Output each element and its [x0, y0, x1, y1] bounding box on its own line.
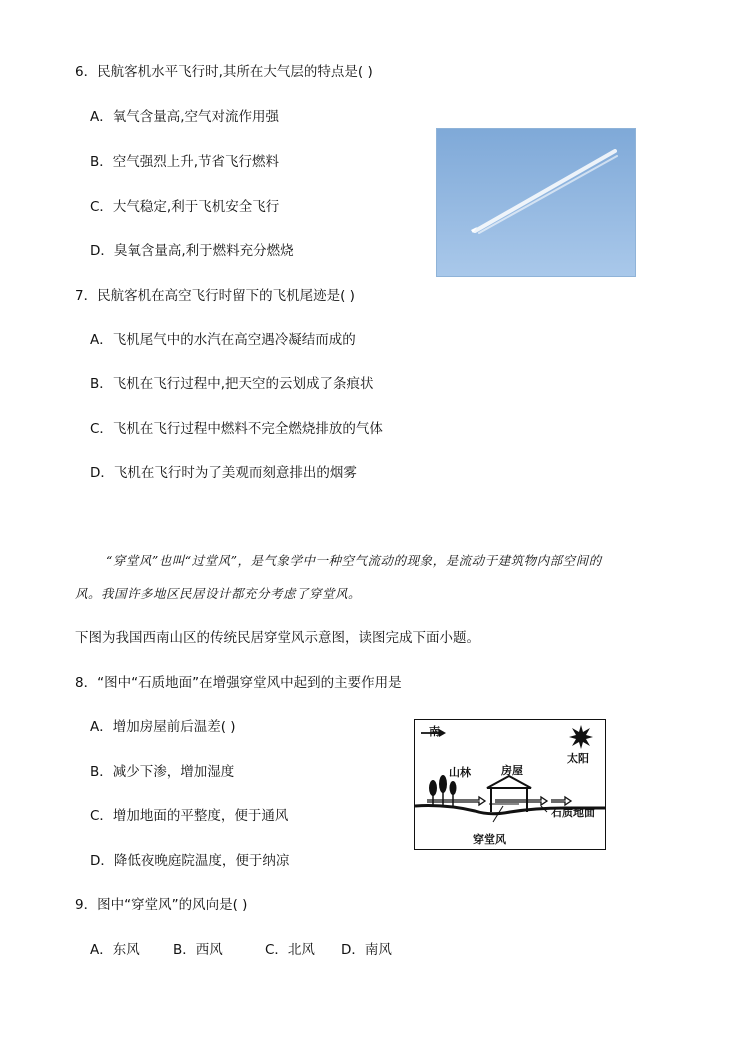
- q9-option-c: C．北风: [265, 942, 315, 958]
- q8-option-a: A．增加房屋前后温差( ): [90, 719, 236, 735]
- sun-icon: [569, 725, 593, 749]
- q9-option-d: D．南风: [341, 942, 392, 958]
- q7-option-a: A．飞机尾气中的水汽在高空遇冷凝结而成的: [90, 332, 356, 348]
- q7-option-b: B．飞机在飞行过程中,把天空的云划成了条痕状: [90, 376, 374, 392]
- q9-stem: 9．图中“穿堂风”的风向是( ): [75, 897, 248, 913]
- q6-stem: 6．民航客机水平飞行时,其所在大气层的特点是( ): [75, 64, 373, 80]
- passage-line-2: 风。我国许多地区民居设计都充分考虑了穿堂风。: [75, 586, 362, 601]
- q7-option-c: C．飞机在飞行过程中燃料不完全燃烧排放的气体: [90, 421, 383, 437]
- q6-option-d: D．臭氧含量高,利于燃料充分燃烧: [90, 243, 294, 259]
- contrail-photo: [436, 128, 636, 277]
- passage-intro: 下图为我国西南山区的传统民居穿堂风示意图，读图完成下面小题。: [75, 630, 480, 646]
- q8-stem: 8．“图中“石质地面”在增强穿堂风中起到的主要作用是: [75, 675, 402, 691]
- q6-option-c: C．大气稳定,利于飞机安全飞行: [90, 199, 280, 215]
- draft-wind-diagram: [414, 719, 606, 850]
- passage-line-1: “穿堂风”也叫“过堂风”，是气象学中一种空气流动的现象，是流动于建筑物内部空间的: [106, 553, 602, 568]
- q8-option-b: B．减少下渗，增加湿度: [90, 764, 235, 780]
- q7-stem: 7．民航客机在高空飞行时留下的飞机尾迹是( ): [75, 288, 355, 304]
- draft-wind-label: 穿堂风: [473, 833, 506, 846]
- q9-option-a: A．东风: [90, 942, 140, 958]
- q8-option-c: C．增加地面的平整度，便于通风: [90, 808, 289, 824]
- sun-label: 太阳: [567, 752, 589, 765]
- q7-option-d: D．飞机在飞行时为了美观而刻意排出的烟雾: [90, 465, 357, 481]
- wind-arrows-icon: [427, 797, 571, 805]
- q8-option-d: D．降低夜晚庭院温度，便于纳凉: [90, 853, 290, 869]
- q6-option-b: B．空气强烈上升,节省飞行燃料: [90, 154, 280, 170]
- q9-option-b: B．西风: [173, 942, 223, 958]
- stone-ground-label: 石质地面: [551, 806, 595, 819]
- south-label: 南: [429, 725, 440, 738]
- house-label: 房屋: [501, 764, 523, 777]
- q6-option-a: A．氧气含量高,空气对流作用强: [90, 109, 280, 125]
- forest-label: 山林: [449, 766, 471, 779]
- house-icon: [487, 776, 531, 812]
